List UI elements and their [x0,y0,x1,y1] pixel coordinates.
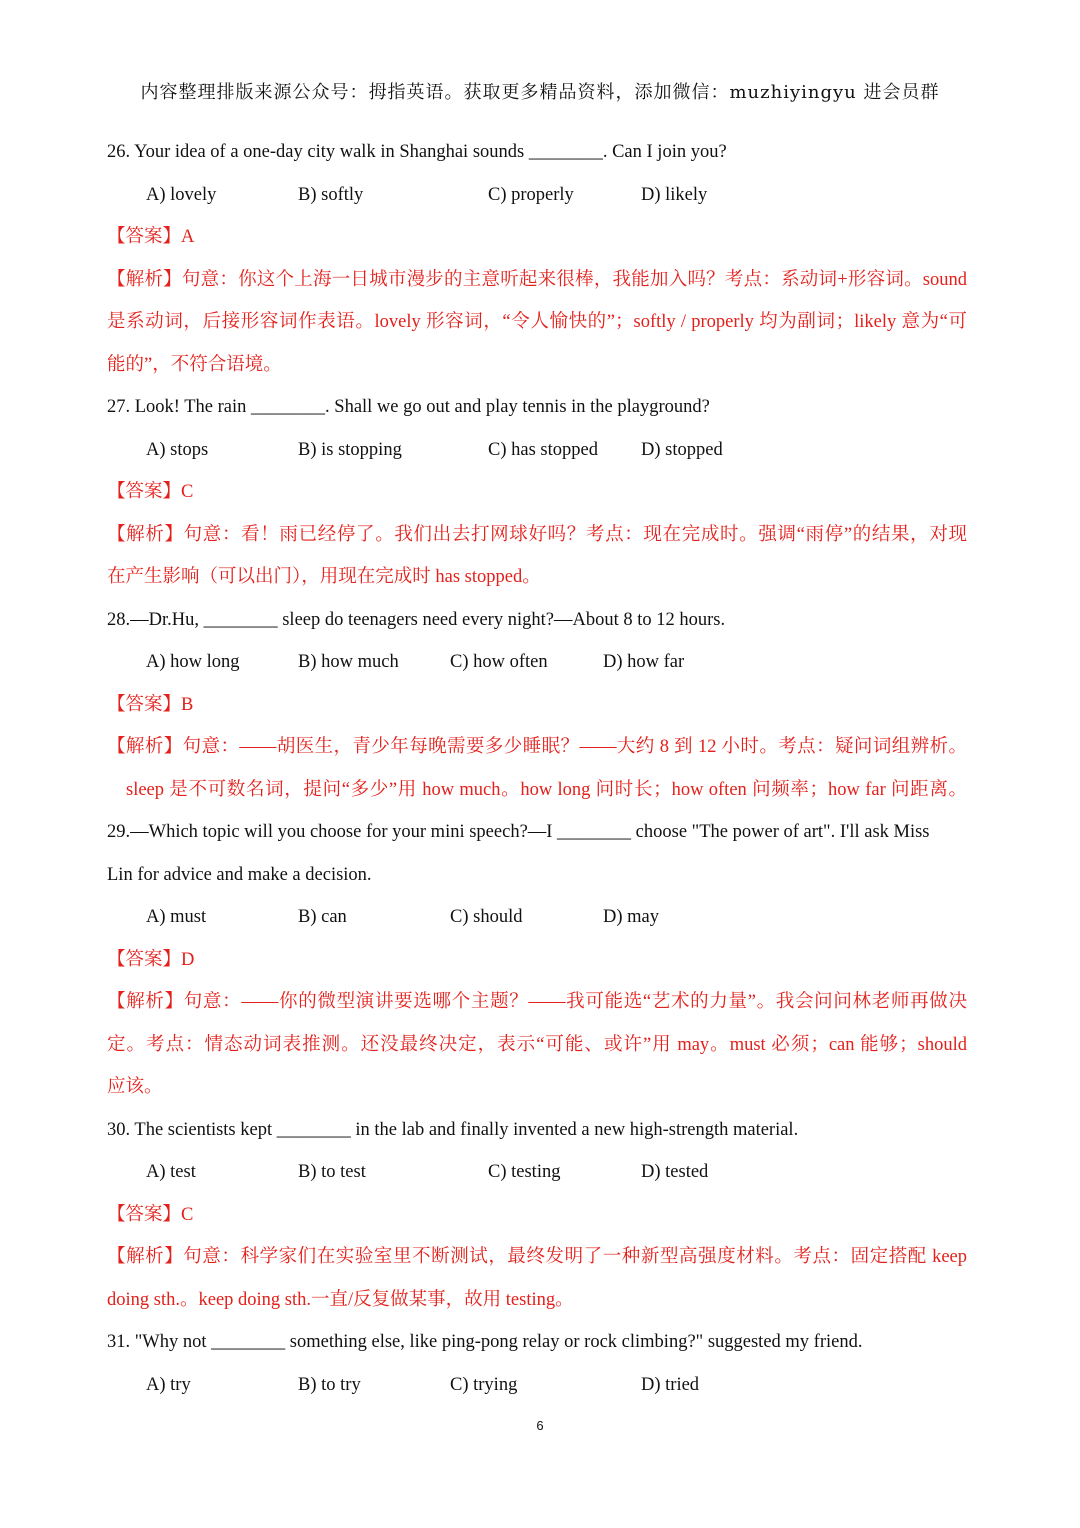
question-list [107,131,967,1406]
option-d: D) stopped [641,439,723,460]
option-c: C) has stopped [488,439,598,460]
explanation-30-line-2: doing sth.。keep doing sth.一直/反复做某事，故用 testing。 [107,1289,574,1310]
page-header: 内容整理排版来源公众号：拇指英语。获取更多精品资料，添加微信：muzhiyingyu 进会员群 [140,82,940,103]
option-c: C) how often [450,652,548,672]
answer-30: 【答案】C [107,1204,194,1225]
option-a: A) must [146,907,207,927]
option-d: D) tested [641,1162,709,1182]
explanation-28-line-2: sleep 是不可数名词，提问“多少”用 how much。how long 问时长；how often 问频率；how far 问距离。 [126,779,967,800]
explanation-28-line-1: 【解析】句意：——胡医生，青少年每晚需要多少睡眠？——大约 8 到 12 小时。考点：疑问词组辨析。 [107,737,967,757]
answer-26: 【答案】A [107,227,195,247]
option-c: C) should [450,907,523,927]
question-31-stem: 31. "Why not ________ something else, like ping-pong relay or rock climbing?" suggested my friend. [107,1332,863,1352]
explanation-29-line-1: 【解析】句意：——你的微型演讲要选哪个主题？——我可能选“艺术的力量”。我会问问林老师再做决 [107,992,967,1012]
option-b: B) to try [298,1374,361,1395]
option-a: A) stops [146,439,209,460]
option-b: B) is stopping [298,439,402,460]
page-number: 6 [536,1418,544,1433]
question-27-stem: 27. Look! The rain ________. Shall we go out and play tennis in the playground? [107,397,710,417]
explanation-26-line-1: 【解析】句意：你这个上海一日城市漫步的主意听起来很棒，我能加入吗？考点：系动词+形容词。sound [107,269,967,290]
question-30-options [107,1151,967,1194]
question-26-stem: 26. Your idea of a one-day city walk in Shanghai sounds ________. Can I join you? [107,142,727,162]
option-a: A) how long [146,652,240,672]
question-28-stem: 28.—Dr.Hu, ________ sleep do teenagers need every night?—About 8 to 12 hours. [107,609,726,630]
option-a: A) test [146,1162,196,1182]
option-a: A) try [146,1374,191,1395]
option-c: C) testing [488,1162,561,1182]
question-30-stem: 30. The scientists kept ________ in the lab and finally invented a new high-strength material. [107,1119,799,1140]
question-29-options [107,896,967,939]
option-b: B) to test [298,1162,366,1182]
explanation-26-line-2: 是系动词，后接形容词作表语。lovely 形容词，“令人愉快的”；softly / properly 均为副词；likely 意为“可 [107,312,967,332]
option-b: B) can [298,907,347,927]
option-c: C) properly [488,184,574,205]
question-29-stem-line-1: 29.—Which topic will you choose for your mini speech?—I ________ choose "The power of art". I'll ask Miss [107,822,930,842]
option-d: D) how far [603,652,685,672]
answer-28: 【答案】B [107,694,194,715]
explanation-29-line-3: 应该。 [107,1077,163,1097]
option-b: B) softly [298,184,364,205]
explanation-30-line-1: 【解析】句意：科学家们在实验室里不断测试，最终发明了一种新型高强度材料。考点：固定搭配 keep [107,1247,967,1267]
option-a: A) lovely [146,184,217,205]
option-d: D) tried [641,1374,700,1395]
question-29-stem-line-2: Lin for advice and make a decision. [107,864,372,885]
option-d: D) likely [641,184,708,205]
explanation-26-line-3: 能的”，不符合语境。 [107,354,282,375]
option-c: C) trying [450,1374,518,1395]
question-28-options [107,641,967,684]
answer-29: 【答案】D [107,949,195,970]
option-b: B) how much [298,652,399,672]
question-31-options [107,1364,967,1407]
option-d: D) may [603,907,659,927]
answer-27: 【答案】C [107,482,194,502]
explanation-29-line-2: 定。考点：情态动词表推测。还没最终决定，表示“可能、或许”用 may。must 必须；can 能够；should [107,1034,967,1055]
question-27-options [107,429,967,472]
explanation-27-line-2: 在产生影响（可以出门），用现在完成时 has stopped。 [107,567,541,587]
question-26-options [107,174,967,217]
explanation-27-line-1: 【解析】句意：看！雨已经停了。我们出去打网球好吗？考点：现在完成时。强调“雨停”的结果，对现 [107,524,967,545]
